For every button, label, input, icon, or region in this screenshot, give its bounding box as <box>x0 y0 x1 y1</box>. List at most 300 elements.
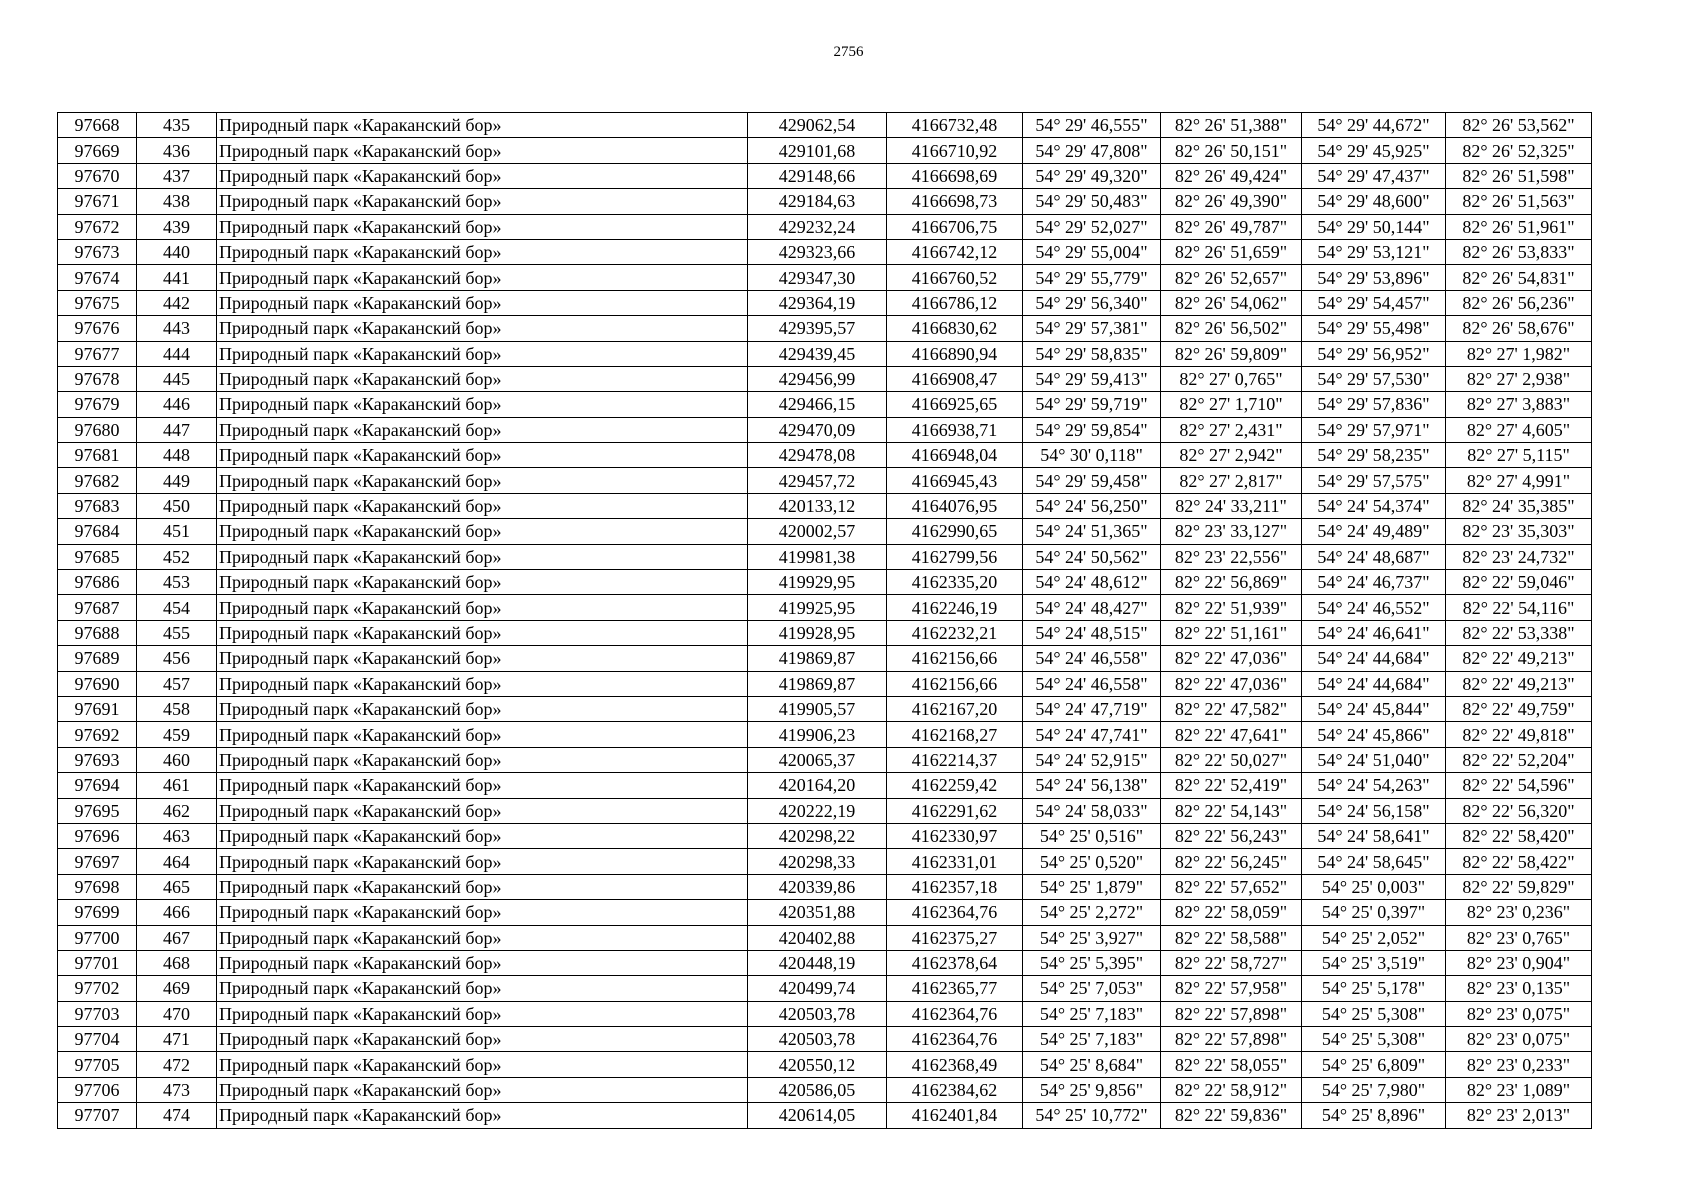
latitude-2-cell: 54° 25' 5,178" <box>1302 976 1446 1001</box>
longitude-2-cell: 82° 22' 49,818" <box>1446 722 1592 747</box>
coord-x-cell: 429466,15 <box>748 392 887 417</box>
coord-y-cell: 4162365,77 <box>887 976 1023 1001</box>
record-id-cell: 97669 <box>58 138 137 163</box>
coord-x-cell: 420164,20 <box>748 773 887 798</box>
point-number-cell: 442 <box>137 290 217 315</box>
latitude-1-cell: 54° 24' 47,719" <box>1023 696 1161 721</box>
coord-y-cell: 4166925,65 <box>887 392 1023 417</box>
coord-y-cell: 4162990,65 <box>887 519 1023 544</box>
longitude-2-cell: 82° 23' 0,904" <box>1446 950 1592 975</box>
record-id-cell: 97699 <box>58 900 137 925</box>
latitude-1-cell: 54° 25' 7,183" <box>1023 1001 1161 1026</box>
point-number-cell: 445 <box>137 366 217 391</box>
park-name-cell: Природный парк «Караканский бор» <box>217 646 748 671</box>
point-number-cell: 444 <box>137 341 217 366</box>
table-row <box>58 1077 1592 1102</box>
park-name-cell: Природный парк «Караканский бор» <box>217 671 748 696</box>
point-number-cell: 450 <box>137 493 217 518</box>
coord-y-cell: 4162364,76 <box>887 1001 1023 1026</box>
park-name-cell: Природный парк «Караканский бор» <box>217 493 748 518</box>
coord-x-cell: 429323,66 <box>748 239 887 264</box>
park-name-cell: Природный парк «Караканский бор» <box>217 798 748 823</box>
point-number-cell: 472 <box>137 1052 217 1077</box>
table-row <box>58 976 1592 1001</box>
coord-y-cell: 4162357,18 <box>887 874 1023 899</box>
latitude-2-cell: 54° 25' 5,308" <box>1302 1027 1446 1052</box>
coord-x-cell: 420298,22 <box>748 823 887 848</box>
coord-y-cell: 4166698,73 <box>887 189 1023 214</box>
longitude-2-cell: 82° 24' 35,385" <box>1446 493 1592 518</box>
record-id-cell: 97703 <box>58 1001 137 1026</box>
coord-x-cell: 429395,57 <box>748 316 887 341</box>
point-number-cell: 435 <box>137 113 217 138</box>
coord-y-cell: 4166908,47 <box>887 366 1023 391</box>
record-id-cell: 97706 <box>58 1077 137 1102</box>
point-number-cell: 462 <box>137 798 217 823</box>
latitude-1-cell: 54° 29' 49,320" <box>1023 163 1161 188</box>
longitude-2-cell: 82° 26' 51,961" <box>1446 214 1592 239</box>
record-id-cell: 97686 <box>58 570 137 595</box>
point-number-cell: 439 <box>137 214 217 239</box>
point-number-cell: 457 <box>137 671 217 696</box>
table-row <box>58 874 1592 899</box>
coord-y-cell: 4166706,75 <box>887 214 1023 239</box>
point-number-cell: 473 <box>137 1077 217 1102</box>
coord-x-cell: 419905,57 <box>748 696 887 721</box>
point-number-cell: 464 <box>137 849 217 874</box>
longitude-1-cell: 82° 23' 33,127" <box>1161 519 1302 544</box>
point-number-cell: 451 <box>137 519 217 544</box>
table-row <box>58 417 1592 442</box>
longitude-2-cell: 82° 22' 59,046" <box>1446 570 1592 595</box>
latitude-1-cell: 54° 29' 59,719" <box>1023 392 1161 417</box>
longitude-1-cell: 82° 22' 56,245" <box>1161 849 1302 874</box>
coord-y-cell: 4162167,20 <box>887 696 1023 721</box>
table-row <box>58 316 1592 341</box>
coord-x-cell: 420222,19 <box>748 798 887 823</box>
park-name-cell: Природный парк «Караканский бор» <box>217 468 748 493</box>
coord-x-cell: 429456,99 <box>748 366 887 391</box>
park-name-cell: Природный парк «Караканский бор» <box>217 265 748 290</box>
longitude-2-cell: 82° 22' 58,422" <box>1446 849 1592 874</box>
latitude-1-cell: 54° 24' 48,612" <box>1023 570 1161 595</box>
table-row <box>58 595 1592 620</box>
table-body <box>58 113 1592 1129</box>
latitude-2-cell: 54° 29' 57,575" <box>1302 468 1446 493</box>
coord-x-cell: 419981,38 <box>748 544 887 569</box>
coord-x-cell: 429364,19 <box>748 290 887 315</box>
coord-x-cell: 420614,05 <box>748 1103 887 1128</box>
point-number-cell: 458 <box>137 696 217 721</box>
coord-y-cell: 4162364,76 <box>887 1027 1023 1052</box>
longitude-1-cell: 82° 22' 51,161" <box>1161 620 1302 645</box>
latitude-1-cell: 54° 24' 47,741" <box>1023 722 1161 747</box>
longitude-2-cell: 82° 23' 2,013" <box>1446 1103 1592 1128</box>
longitude-2-cell: 82° 26' 58,676" <box>1446 316 1592 341</box>
longitude-2-cell: 82° 22' 53,338" <box>1446 620 1592 645</box>
latitude-2-cell: 54° 25' 7,980" <box>1302 1077 1446 1102</box>
record-id-cell: 97697 <box>58 849 137 874</box>
record-id-cell: 97689 <box>58 646 137 671</box>
longitude-1-cell: 82° 22' 57,958" <box>1161 976 1302 1001</box>
longitude-2-cell: 82° 26' 51,598" <box>1446 163 1592 188</box>
point-number-cell: 456 <box>137 646 217 671</box>
latitude-1-cell: 54° 24' 48,515" <box>1023 620 1161 645</box>
table-row <box>58 671 1592 696</box>
table-row <box>58 570 1592 595</box>
latitude-1-cell: 54° 25' 8,684" <box>1023 1052 1161 1077</box>
latitude-2-cell: 54° 25' 5,308" <box>1302 1001 1446 1026</box>
record-id-cell: 97675 <box>58 290 137 315</box>
longitude-1-cell: 82° 22' 51,939" <box>1161 595 1302 620</box>
latitude-1-cell: 54° 25' 7,053" <box>1023 976 1161 1001</box>
record-id-cell: 97705 <box>58 1052 137 1077</box>
point-number-cell: 468 <box>137 950 217 975</box>
table-row <box>58 214 1592 239</box>
longitude-2-cell: 82° 26' 54,831" <box>1446 265 1592 290</box>
coord-y-cell: 4162378,64 <box>887 950 1023 975</box>
table-row <box>58 341 1592 366</box>
latitude-2-cell: 54° 24' 44,684" <box>1302 646 1446 671</box>
longitude-2-cell: 82° 23' 0,075" <box>1446 1001 1592 1026</box>
park-name-cell: Природный парк «Караканский бор» <box>217 544 748 569</box>
coord-y-cell: 4162156,66 <box>887 671 1023 696</box>
longitude-1-cell: 82° 22' 58,588" <box>1161 925 1302 950</box>
latitude-1-cell: 54° 29' 52,027" <box>1023 214 1161 239</box>
coord-y-cell: 4166948,04 <box>887 443 1023 468</box>
latitude-1-cell: 54° 29' 59,854" <box>1023 417 1161 442</box>
longitude-1-cell: 82° 26' 51,388" <box>1161 113 1302 138</box>
longitude-2-cell: 82° 27' 3,883" <box>1446 392 1592 417</box>
longitude-1-cell: 82° 22' 54,143" <box>1161 798 1302 823</box>
latitude-2-cell: 54° 29' 57,836" <box>1302 392 1446 417</box>
latitude-2-cell: 54° 25' 8,896" <box>1302 1103 1446 1128</box>
coord-x-cell: 419869,87 <box>748 671 887 696</box>
record-id-cell: 97672 <box>58 214 137 239</box>
park-name-cell: Природный парк «Караканский бор» <box>217 950 748 975</box>
park-name-cell: Природный парк «Караканский бор» <box>217 823 748 848</box>
coord-y-cell: 4162335,20 <box>887 570 1023 595</box>
coord-y-cell: 4166760,52 <box>887 265 1023 290</box>
record-id-cell: 97678 <box>58 366 137 391</box>
table-row <box>58 620 1592 645</box>
longitude-2-cell: 82° 27' 4,991" <box>1446 468 1592 493</box>
record-id-cell: 97700 <box>58 925 137 950</box>
coord-y-cell: 4166742,12 <box>887 239 1023 264</box>
latitude-2-cell: 54° 24' 54,374" <box>1302 493 1446 518</box>
point-number-cell: 446 <box>137 392 217 417</box>
coord-x-cell: 429062,54 <box>748 113 887 138</box>
table-row <box>58 493 1592 518</box>
coord-x-cell: 419906,23 <box>748 722 887 747</box>
latitude-1-cell: 54° 24' 46,558" <box>1023 671 1161 696</box>
coord-y-cell: 4166830,62 <box>887 316 1023 341</box>
record-id-cell: 97682 <box>58 468 137 493</box>
point-number-cell: 463 <box>137 823 217 848</box>
table-row <box>58 773 1592 798</box>
latitude-2-cell: 54° 25' 3,519" <box>1302 950 1446 975</box>
latitude-1-cell: 54° 24' 56,138" <box>1023 773 1161 798</box>
longitude-1-cell: 82° 22' 47,036" <box>1161 671 1302 696</box>
park-name-cell: Природный парк «Караканский бор» <box>217 138 748 163</box>
coord-x-cell: 429470,09 <box>748 417 887 442</box>
coord-x-cell: 420402,88 <box>748 925 887 950</box>
coord-x-cell: 419928,95 <box>748 620 887 645</box>
park-name-cell: Природный парк «Караканский бор» <box>217 163 748 188</box>
table-row <box>58 823 1592 848</box>
latitude-2-cell: 54° 29' 48,600" <box>1302 189 1446 214</box>
latitude-1-cell: 54° 30' 0,118" <box>1023 443 1161 468</box>
latitude-2-cell: 54° 24' 46,641" <box>1302 620 1446 645</box>
park-name-cell: Природный парк «Караканский бор» <box>217 595 748 620</box>
longitude-1-cell: 82° 27' 2,817" <box>1161 468 1302 493</box>
latitude-2-cell: 54° 29' 58,235" <box>1302 443 1446 468</box>
coord-y-cell: 4162246,19 <box>887 595 1023 620</box>
park-name-cell: Природный парк «Караканский бор» <box>217 1027 748 1052</box>
longitude-2-cell: 82° 23' 0,075" <box>1446 1027 1592 1052</box>
coord-y-cell: 4162331,01 <box>887 849 1023 874</box>
latitude-2-cell: 54° 24' 58,645" <box>1302 849 1446 874</box>
table-row <box>58 1103 1592 1128</box>
longitude-1-cell: 82° 26' 49,787" <box>1161 214 1302 239</box>
point-number-cell: 455 <box>137 620 217 645</box>
longitude-2-cell: 82° 27' 2,938" <box>1446 366 1592 391</box>
latitude-2-cell: 54° 29' 53,121" <box>1302 239 1446 264</box>
latitude-1-cell: 54° 29' 55,004" <box>1023 239 1161 264</box>
longitude-1-cell: 82° 22' 58,912" <box>1161 1077 1302 1102</box>
park-name-cell: Природный парк «Караканский бор» <box>217 925 748 950</box>
record-id-cell: 97696 <box>58 823 137 848</box>
coord-x-cell: 429439,45 <box>748 341 887 366</box>
coord-y-cell: 4166710,92 <box>887 138 1023 163</box>
point-number-cell: 452 <box>137 544 217 569</box>
longitude-2-cell: 82° 22' 49,759" <box>1446 696 1592 721</box>
coord-y-cell: 4162168,27 <box>887 722 1023 747</box>
latitude-2-cell: 54° 29' 47,437" <box>1302 163 1446 188</box>
longitude-2-cell: 82° 26' 53,562" <box>1446 113 1592 138</box>
table-row <box>58 290 1592 315</box>
latitude-2-cell: 54° 24' 45,866" <box>1302 722 1446 747</box>
latitude-1-cell: 54° 29' 55,779" <box>1023 265 1161 290</box>
record-id-cell: 97690 <box>58 671 137 696</box>
latitude-2-cell: 54° 24' 51,040" <box>1302 747 1446 772</box>
record-id-cell: 97680 <box>58 417 137 442</box>
record-id-cell: 97702 <box>58 976 137 1001</box>
coord-x-cell: 429184,63 <box>748 189 887 214</box>
point-number-cell: 465 <box>137 874 217 899</box>
park-name-cell: Природный парк «Караканский бор» <box>217 1052 748 1077</box>
coord-x-cell: 429478,08 <box>748 443 887 468</box>
latitude-1-cell: 54° 25' 10,772" <box>1023 1103 1161 1128</box>
longitude-2-cell: 82° 22' 56,320" <box>1446 798 1592 823</box>
latitude-2-cell: 54° 29' 45,925" <box>1302 138 1446 163</box>
table-row <box>58 189 1592 214</box>
coord-x-cell: 420550,12 <box>748 1052 887 1077</box>
coord-x-cell: 420133,12 <box>748 493 887 518</box>
latitude-1-cell: 54° 25' 9,856" <box>1023 1077 1161 1102</box>
longitude-1-cell: 82° 22' 56,243" <box>1161 823 1302 848</box>
latitude-2-cell: 54° 24' 48,687" <box>1302 544 1446 569</box>
record-id-cell: 97687 <box>58 595 137 620</box>
longitude-1-cell: 82° 26' 59,809" <box>1161 341 1302 366</box>
table-row <box>58 443 1592 468</box>
record-id-cell: 97701 <box>58 950 137 975</box>
record-id-cell: 97692 <box>58 722 137 747</box>
longitude-1-cell: 82° 22' 57,898" <box>1161 1001 1302 1026</box>
point-number-cell: 454 <box>137 595 217 620</box>
record-id-cell: 97684 <box>58 519 137 544</box>
park-name-cell: Природный парк «Караканский бор» <box>217 366 748 391</box>
coord-y-cell: 4162364,76 <box>887 900 1023 925</box>
longitude-1-cell: 82° 22' 47,582" <box>1161 696 1302 721</box>
coord-x-cell: 420448,19 <box>748 950 887 975</box>
longitude-2-cell: 82° 27' 1,982" <box>1446 341 1592 366</box>
latitude-1-cell: 54° 25' 5,395" <box>1023 950 1161 975</box>
latitude-1-cell: 54° 24' 51,365" <box>1023 519 1161 544</box>
latitude-2-cell: 54° 25' 2,052" <box>1302 925 1446 950</box>
park-name-cell: Природный парк «Караканский бор» <box>217 392 748 417</box>
longitude-1-cell: 82° 26' 49,424" <box>1161 163 1302 188</box>
record-id-cell: 97688 <box>58 620 137 645</box>
longitude-2-cell: 82° 23' 1,089" <box>1446 1077 1592 1102</box>
longitude-2-cell: 82° 26' 53,833" <box>1446 239 1592 264</box>
longitude-2-cell: 82° 22' 52,204" <box>1446 747 1592 772</box>
record-id-cell: 97704 <box>58 1027 137 1052</box>
coord-x-cell: 420339,86 <box>748 874 887 899</box>
longitude-1-cell: 82° 22' 52,419" <box>1161 773 1302 798</box>
latitude-2-cell: 54° 24' 56,158" <box>1302 798 1446 823</box>
latitude-2-cell: 54° 29' 53,896" <box>1302 265 1446 290</box>
longitude-2-cell: 82° 26' 51,563" <box>1446 189 1592 214</box>
longitude-1-cell: 82° 24' 33,211" <box>1161 493 1302 518</box>
longitude-1-cell: 82° 22' 47,036" <box>1161 646 1302 671</box>
record-id-cell: 97674 <box>58 265 137 290</box>
longitude-2-cell: 82° 23' 24,732" <box>1446 544 1592 569</box>
latitude-1-cell: 54° 29' 57,381" <box>1023 316 1161 341</box>
park-name-cell: Природный парк «Караканский бор» <box>217 113 748 138</box>
park-name-cell: Природный парк «Караканский бор» <box>217 696 748 721</box>
coord-x-cell: 429101,68 <box>748 138 887 163</box>
latitude-2-cell: 54° 29' 57,971" <box>1302 417 1446 442</box>
point-number-cell: 466 <box>137 900 217 925</box>
record-id-cell: 97681 <box>58 443 137 468</box>
point-number-cell: 438 <box>137 189 217 214</box>
longitude-1-cell: 82° 23' 22,556" <box>1161 544 1302 569</box>
coord-y-cell: 4162330,97 <box>887 823 1023 848</box>
table-row <box>58 798 1592 823</box>
record-id-cell: 97683 <box>58 493 137 518</box>
point-number-cell: 447 <box>137 417 217 442</box>
latitude-2-cell: 54° 25' 0,003" <box>1302 874 1446 899</box>
coord-y-cell: 4166698,69 <box>887 163 1023 188</box>
point-number-cell: 453 <box>137 570 217 595</box>
longitude-1-cell: 82° 22' 47,641" <box>1161 722 1302 747</box>
point-number-cell: 469 <box>137 976 217 1001</box>
longitude-1-cell: 82° 26' 56,502" <box>1161 316 1302 341</box>
record-id-cell: 97673 <box>58 239 137 264</box>
latitude-1-cell: 54° 25' 0,520" <box>1023 849 1161 874</box>
longitude-1-cell: 82° 22' 58,059" <box>1161 900 1302 925</box>
table-row <box>58 747 1592 772</box>
park-name-cell: Природный парк «Караканский бор» <box>217 849 748 874</box>
park-name-cell: Природный парк «Караканский бор» <box>217 1001 748 1026</box>
longitude-2-cell: 82° 23' 0,236" <box>1446 900 1592 925</box>
longitude-1-cell: 82° 22' 58,727" <box>1161 950 1302 975</box>
longitude-1-cell: 82° 27' 2,431" <box>1161 417 1302 442</box>
coord-y-cell: 4166786,12 <box>887 290 1023 315</box>
longitude-1-cell: 82° 26' 51,659" <box>1161 239 1302 264</box>
record-id-cell: 97691 <box>58 696 137 721</box>
coord-x-cell: 419869,87 <box>748 646 887 671</box>
latitude-2-cell: 54° 29' 56,952" <box>1302 341 1446 366</box>
latitude-2-cell: 54° 29' 54,457" <box>1302 290 1446 315</box>
record-id-cell: 97685 <box>58 544 137 569</box>
latitude-1-cell: 54° 25' 3,927" <box>1023 925 1161 950</box>
table-row <box>58 163 1592 188</box>
latitude-1-cell: 54° 29' 58,835" <box>1023 341 1161 366</box>
page-number: 2756 <box>833 44 864 60</box>
table-row <box>58 722 1592 747</box>
latitude-2-cell: 54° 29' 57,530" <box>1302 366 1446 391</box>
record-id-cell: 97670 <box>58 163 137 188</box>
latitude-2-cell: 54° 24' 45,844" <box>1302 696 1446 721</box>
coordinates-table <box>57 112 1592 1129</box>
park-name-cell: Природный парк «Караканский бор» <box>217 570 748 595</box>
coord-x-cell: 429457,72 <box>748 468 887 493</box>
coord-y-cell: 4166732,48 <box>887 113 1023 138</box>
coord-x-cell: 420503,78 <box>748 1027 887 1052</box>
latitude-1-cell: 54° 29' 59,413" <box>1023 366 1161 391</box>
point-number-cell: 467 <box>137 925 217 950</box>
coord-y-cell: 4162368,49 <box>887 1052 1023 1077</box>
latitude-1-cell: 54° 25' 7,183" <box>1023 1027 1161 1052</box>
table-row <box>58 646 1592 671</box>
table-row <box>58 1052 1592 1077</box>
table-row <box>58 925 1592 950</box>
point-number-cell: 449 <box>137 468 217 493</box>
table-row <box>58 1027 1592 1052</box>
latitude-1-cell: 54° 29' 46,555" <box>1023 113 1161 138</box>
park-name-cell: Природный парк «Караканский бор» <box>217 290 748 315</box>
coord-y-cell: 4162384,62 <box>887 1077 1023 1102</box>
latitude-2-cell: 54° 24' 46,737" <box>1302 570 1446 595</box>
latitude-2-cell: 54° 25' 0,397" <box>1302 900 1446 925</box>
latitude-1-cell: 54° 25' 0,516" <box>1023 823 1161 848</box>
point-number-cell: 443 <box>137 316 217 341</box>
table-row <box>58 519 1592 544</box>
park-name-cell: Природный парк «Караканский бор» <box>217 341 748 366</box>
latitude-2-cell: 54° 29' 50,144" <box>1302 214 1446 239</box>
latitude-2-cell: 54° 24' 44,684" <box>1302 671 1446 696</box>
park-name-cell: Природный парк «Караканский бор» <box>217 976 748 1001</box>
longitude-1-cell: 82° 22' 56,869" <box>1161 570 1302 595</box>
coord-y-cell: 4162375,27 <box>887 925 1023 950</box>
table-row <box>58 366 1592 391</box>
point-number-cell: 471 <box>137 1027 217 1052</box>
point-number-cell: 436 <box>137 138 217 163</box>
coord-y-cell: 4162291,62 <box>887 798 1023 823</box>
table-row <box>58 544 1592 569</box>
record-id-cell: 97671 <box>58 189 137 214</box>
longitude-2-cell: 82° 26' 52,325" <box>1446 138 1592 163</box>
table-row <box>58 950 1592 975</box>
coord-y-cell: 4166890,94 <box>887 341 1023 366</box>
longitude-1-cell: 82° 27' 1,710" <box>1161 392 1302 417</box>
record-id-cell: 97693 <box>58 747 137 772</box>
longitude-1-cell: 82° 26' 49,390" <box>1161 189 1302 214</box>
longitude-2-cell: 82° 23' 0,233" <box>1446 1052 1592 1077</box>
longitude-1-cell: 82° 22' 59,836" <box>1161 1103 1302 1128</box>
